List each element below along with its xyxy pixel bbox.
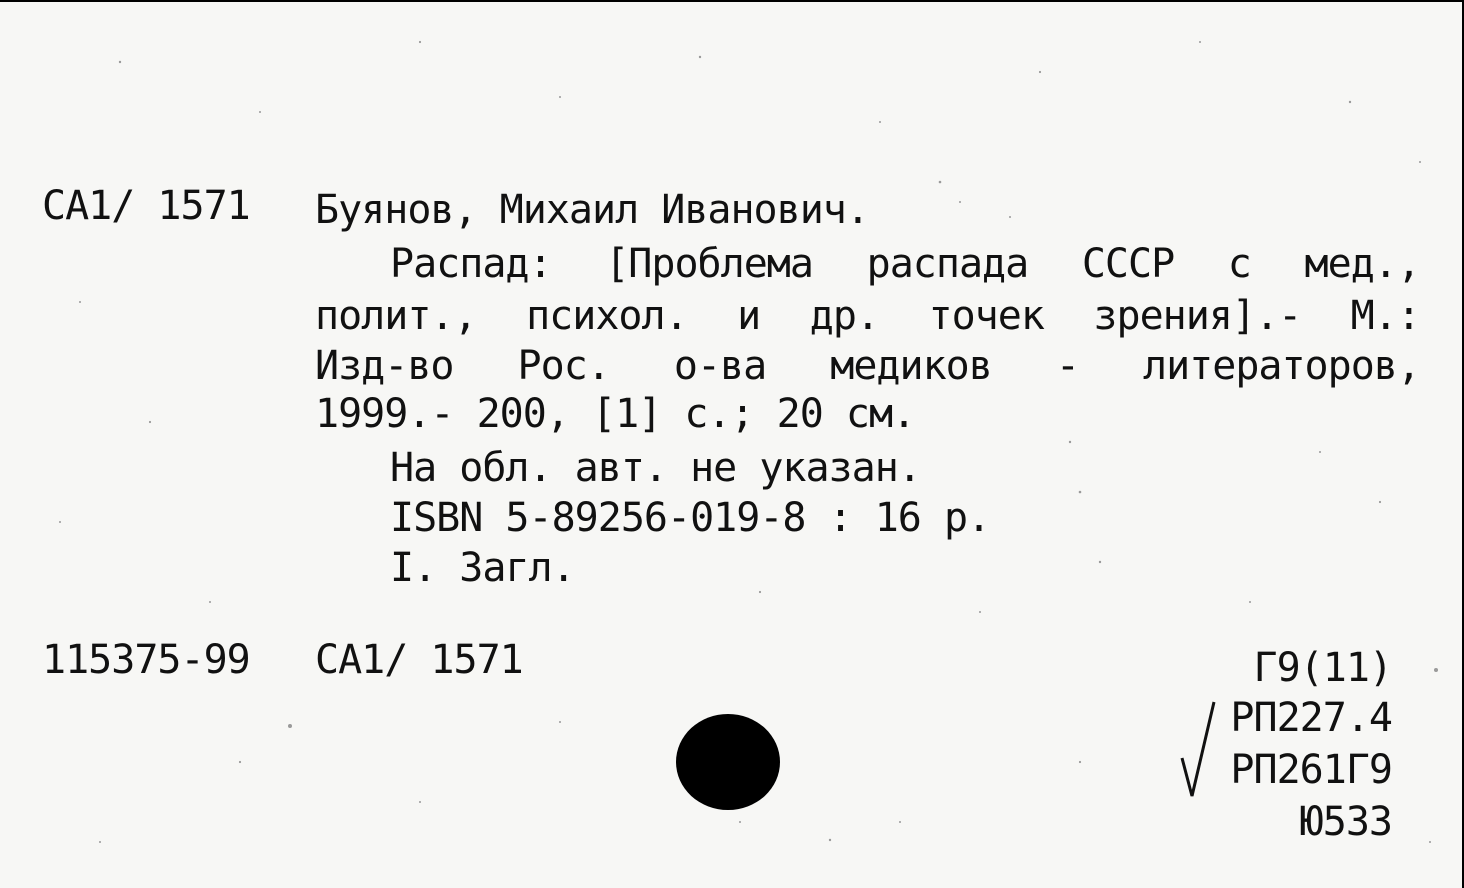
word: Рос. [517,343,610,389]
shelf-mark-top: CA1/ 1571 [42,183,250,229]
punch-hole [676,714,780,810]
author-heading: Буянов, Михаил Иванович. [315,187,869,233]
isbn-line: ISBN 5-89256-019-8 : 16 р. [390,495,991,541]
word: [Проблема [605,241,813,287]
word: мед., [1304,241,1420,287]
description-line-1 [390,238,1420,290]
word: полит., [315,293,477,339]
classification-code-1: Г9(11) [1253,645,1392,691]
word: СССР [1081,241,1175,287]
word: распада [866,241,1029,287]
classification-code-4: Ю533 [1299,799,1392,845]
description-line-3 [315,340,1420,392]
classification-code-3: РП261Г9 [1230,747,1392,793]
word: зрения].- [1093,293,1302,339]
word: о-ва [673,343,767,389]
word: медиков [830,343,992,389]
word: и [737,293,761,339]
word: - [1055,343,1079,389]
word: литераторов, [1142,343,1420,389]
word: Распад: [390,241,552,287]
classification-code-2: РП227.4 [1230,695,1392,741]
word: точек [928,293,1044,339]
shelf-mark-bottom: CA1/ 1571 [315,637,523,683]
inventory-number: 115375-99 [42,637,250,683]
description-line-2 [315,290,1420,342]
word: Изд-во [315,343,454,389]
check-mark-icon [1180,696,1230,806]
word: др. [809,293,879,339]
imprint-line: 1999.- 200, [1] с.; 20 см. [315,391,916,437]
word: психол. [526,293,688,339]
title-entry-line: I. Загл. [390,545,575,591]
word: М.: [1350,293,1420,339]
word: с [1227,241,1251,287]
note-line: На обл. авт. не указан. [390,445,921,491]
